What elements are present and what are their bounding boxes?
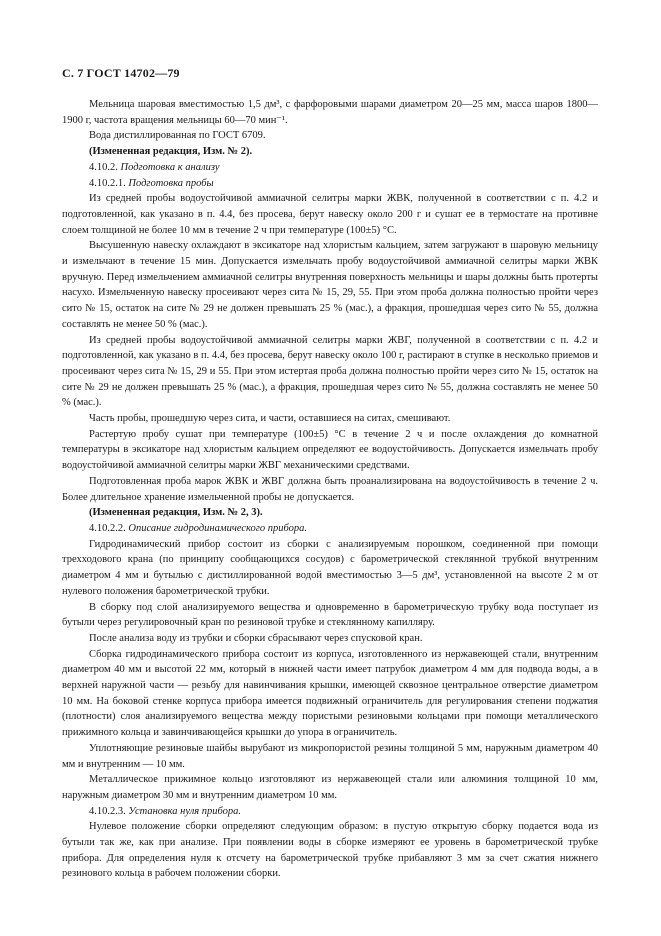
section-4-10-2-2 <box>62 521 598 537</box>
page-header: С. 7 ГОСТ 14702—79 <box>62 66 180 80</box>
paragraph-ring: Металлическое прижимное кольцо изготовляют из нержавеющей стали или алюминия толщиной 10 мм, наружным диаметром 30 мм и внутренним диаметром 10 мм. <box>62 774 598 801</box>
section-number: 4.10.2. <box>89 161 121 173</box>
document-body <box>62 97 598 882</box>
paragraph-storage: Подготовленная проба марок ЖВК и ЖВГ должна быть проанализирована на водоустойчивость в течение 2 ч. Более длительное хранение измельченной пробы не допускается. <box>62 475 598 503</box>
section-number: 4.10.2.2. <box>89 522 129 534</box>
paragraph-grinding: Высушенную навеску охлаждают в эксикаторе над хлористым кальцием, затем загружают в шаровую мельницу и измельчают в течение 15 мин. Допускается измельчать пробу водоустойчивой аммиачной селитры марки ЖВК вручную. Перед измельчением аммиачной селитры внутренняя поверхность мельницы и шары должны быть протерты насухо. Измельченную навеску просеивают через сита № 15, 29, 55. При этом проба должна полностью пройти через сито № 15, остаток на сите № 29 не должен превышать 25 % (мас.), а фракция, прошедшая через сито № 55, должна составлять не менее 50 % (мас.). <box>62 240 598 330</box>
paragraph-washers: Уплотняющие резиновые шайбы вырубают из микропористой резины толщиной 5 мм, наружным диаметром 40 мм и внутренним — 10 мм. <box>62 742 598 770</box>
paragraph-mill: Мельница шаровая вместимостью 1,5 дм³, с фарфоровыми шарами диаметром 20—25 мм, масса шаров 1800—1900 г, частота вращения мельницы 60—70 мин⁻¹. <box>62 99 598 126</box>
section-title: Описание гидродинамического прибора. <box>128 522 308 534</box>
section-number: 4.10.2.1. <box>89 177 129 189</box>
paragraph-mixing: Часть пробы, прошедшую через сита, и части, оставшиеся на ситах, смешивают. <box>89 413 451 425</box>
section-title: Подготовка пробы <box>128 177 214 189</box>
paragraph-device: Гидродинамический прибор состоит из сборки с анализируемым порошком, соединенной при помощи трехходового крана (по принципу сообщающихся сосудов) с барометрической стеклянной трубкой внутренним диаметром 4 мм и бутылью с дистиллированной водой вместимостью 3—5 дм³, установленной на высоте 2 м от нулевого положения барометрической трубки. <box>62 538 598 597</box>
section-4-10-2-3 <box>62 804 598 820</box>
paragraph-sample-zhvk: Из средней пробы водоустойчивой аммиачной селитры марки ЖВК, полученной в соответствии с п. 4.2 и подготовленной, как указано в п. 4.4, без просева, берут навеску около 200 г и сушат ее в термостате на противне слоем толщиной не более 10 мм в течение 2 ч при температуре (100±5) °С. <box>62 193 598 236</box>
section-4-10-2 <box>62 160 598 176</box>
paragraph-sample-zhvg: Из средней пробы водоустойчивой аммиачной селитры марки ЖВГ, полученной в соответствии с п. 4.2 и подготовленной, как указано в п. 4.4, без просева, берут навеску около 100 г, растирают в ступке в несколько приемов и просеивают через сита № 15, 29 и 55. При этом истертая проба должна полностью пройти через сито № 15, остаток на сите № 29 не должен превышать 25 % (мас.), а фракция, прошедшая через сито № 55, должна составлять не менее 50 % (мас.). <box>62 334 598 409</box>
section-number: 4.10.2.3. <box>89 805 129 817</box>
revision-note-2: (Измененная редакция, Изм. № 2, 3). <box>89 507 263 519</box>
section-title: Подготовка к анализу <box>120 161 220 173</box>
section-title: Установка нуля прибора. <box>128 805 242 817</box>
paragraph-drying: Растертую пробу сушат при температуре (100±5) °С в течение 2 ч и после охлаждения до комнатной температуры в эксикаторе над хлористым кальцием определяют ее водоустойчивость. Допускается измельчать пробу водоустойчивой аммиачной селитры марки ЖВГ механическими средствами. <box>62 428 598 472</box>
paragraph-water: Вода дистиллированная по ГОСТ 6709. <box>89 130 266 142</box>
revision-note-1: (Измененная редакция, Изм. № 2). <box>89 146 253 158</box>
paragraph-water-flow: В сборку под слой анализируемого вещества и одновременно в барометрическую трубку вода поступает из бутыли через регулировочный кран по резиновой трубке и стеклянному капилляру. <box>62 601 598 629</box>
paragraph-drain: После анализа воду из трубки и сборки сбрасывают через спусковой кран. <box>89 632 423 644</box>
paragraph-zero: Нулевое положение сборки определяют следующим образом: в пустую открытую сборку подается вода из бутыли так же, как при анализе. При появлении воды в сборке измеряют ее уровень в барометрической трубке прибора. Для определения нуля к отсчету на барометрической трубке прибавляют 3 мм за счет сжатия нижнего резинового кольца в рабочем положении сборки. <box>62 821 598 880</box>
section-4-10-2-1 <box>62 176 598 192</box>
paragraph-assembly: Сборка гидродинамического прибора состоит из корпуса, изготовленного из нержавеющей стали, внутренним диаметром 40 мм и высотой 22 мм, который в нижней части имеет патрубок диаметром 4 мм для подвода воды, а в верхней наружной части — резьбу для навинчивания крышки, имеющей сквозное центральное отверстие диаметром 10 мм. На боковой стенке корпуса прибора имеется подвижный ограничитель для регулирования степени поджатия (плотности) слоя анализируемого вещества между пористыми резиновыми кольцами при помощи металлического прижимного кольца и завинчивающейся крышки до упора в ограничитель. <box>62 648 598 739</box>
